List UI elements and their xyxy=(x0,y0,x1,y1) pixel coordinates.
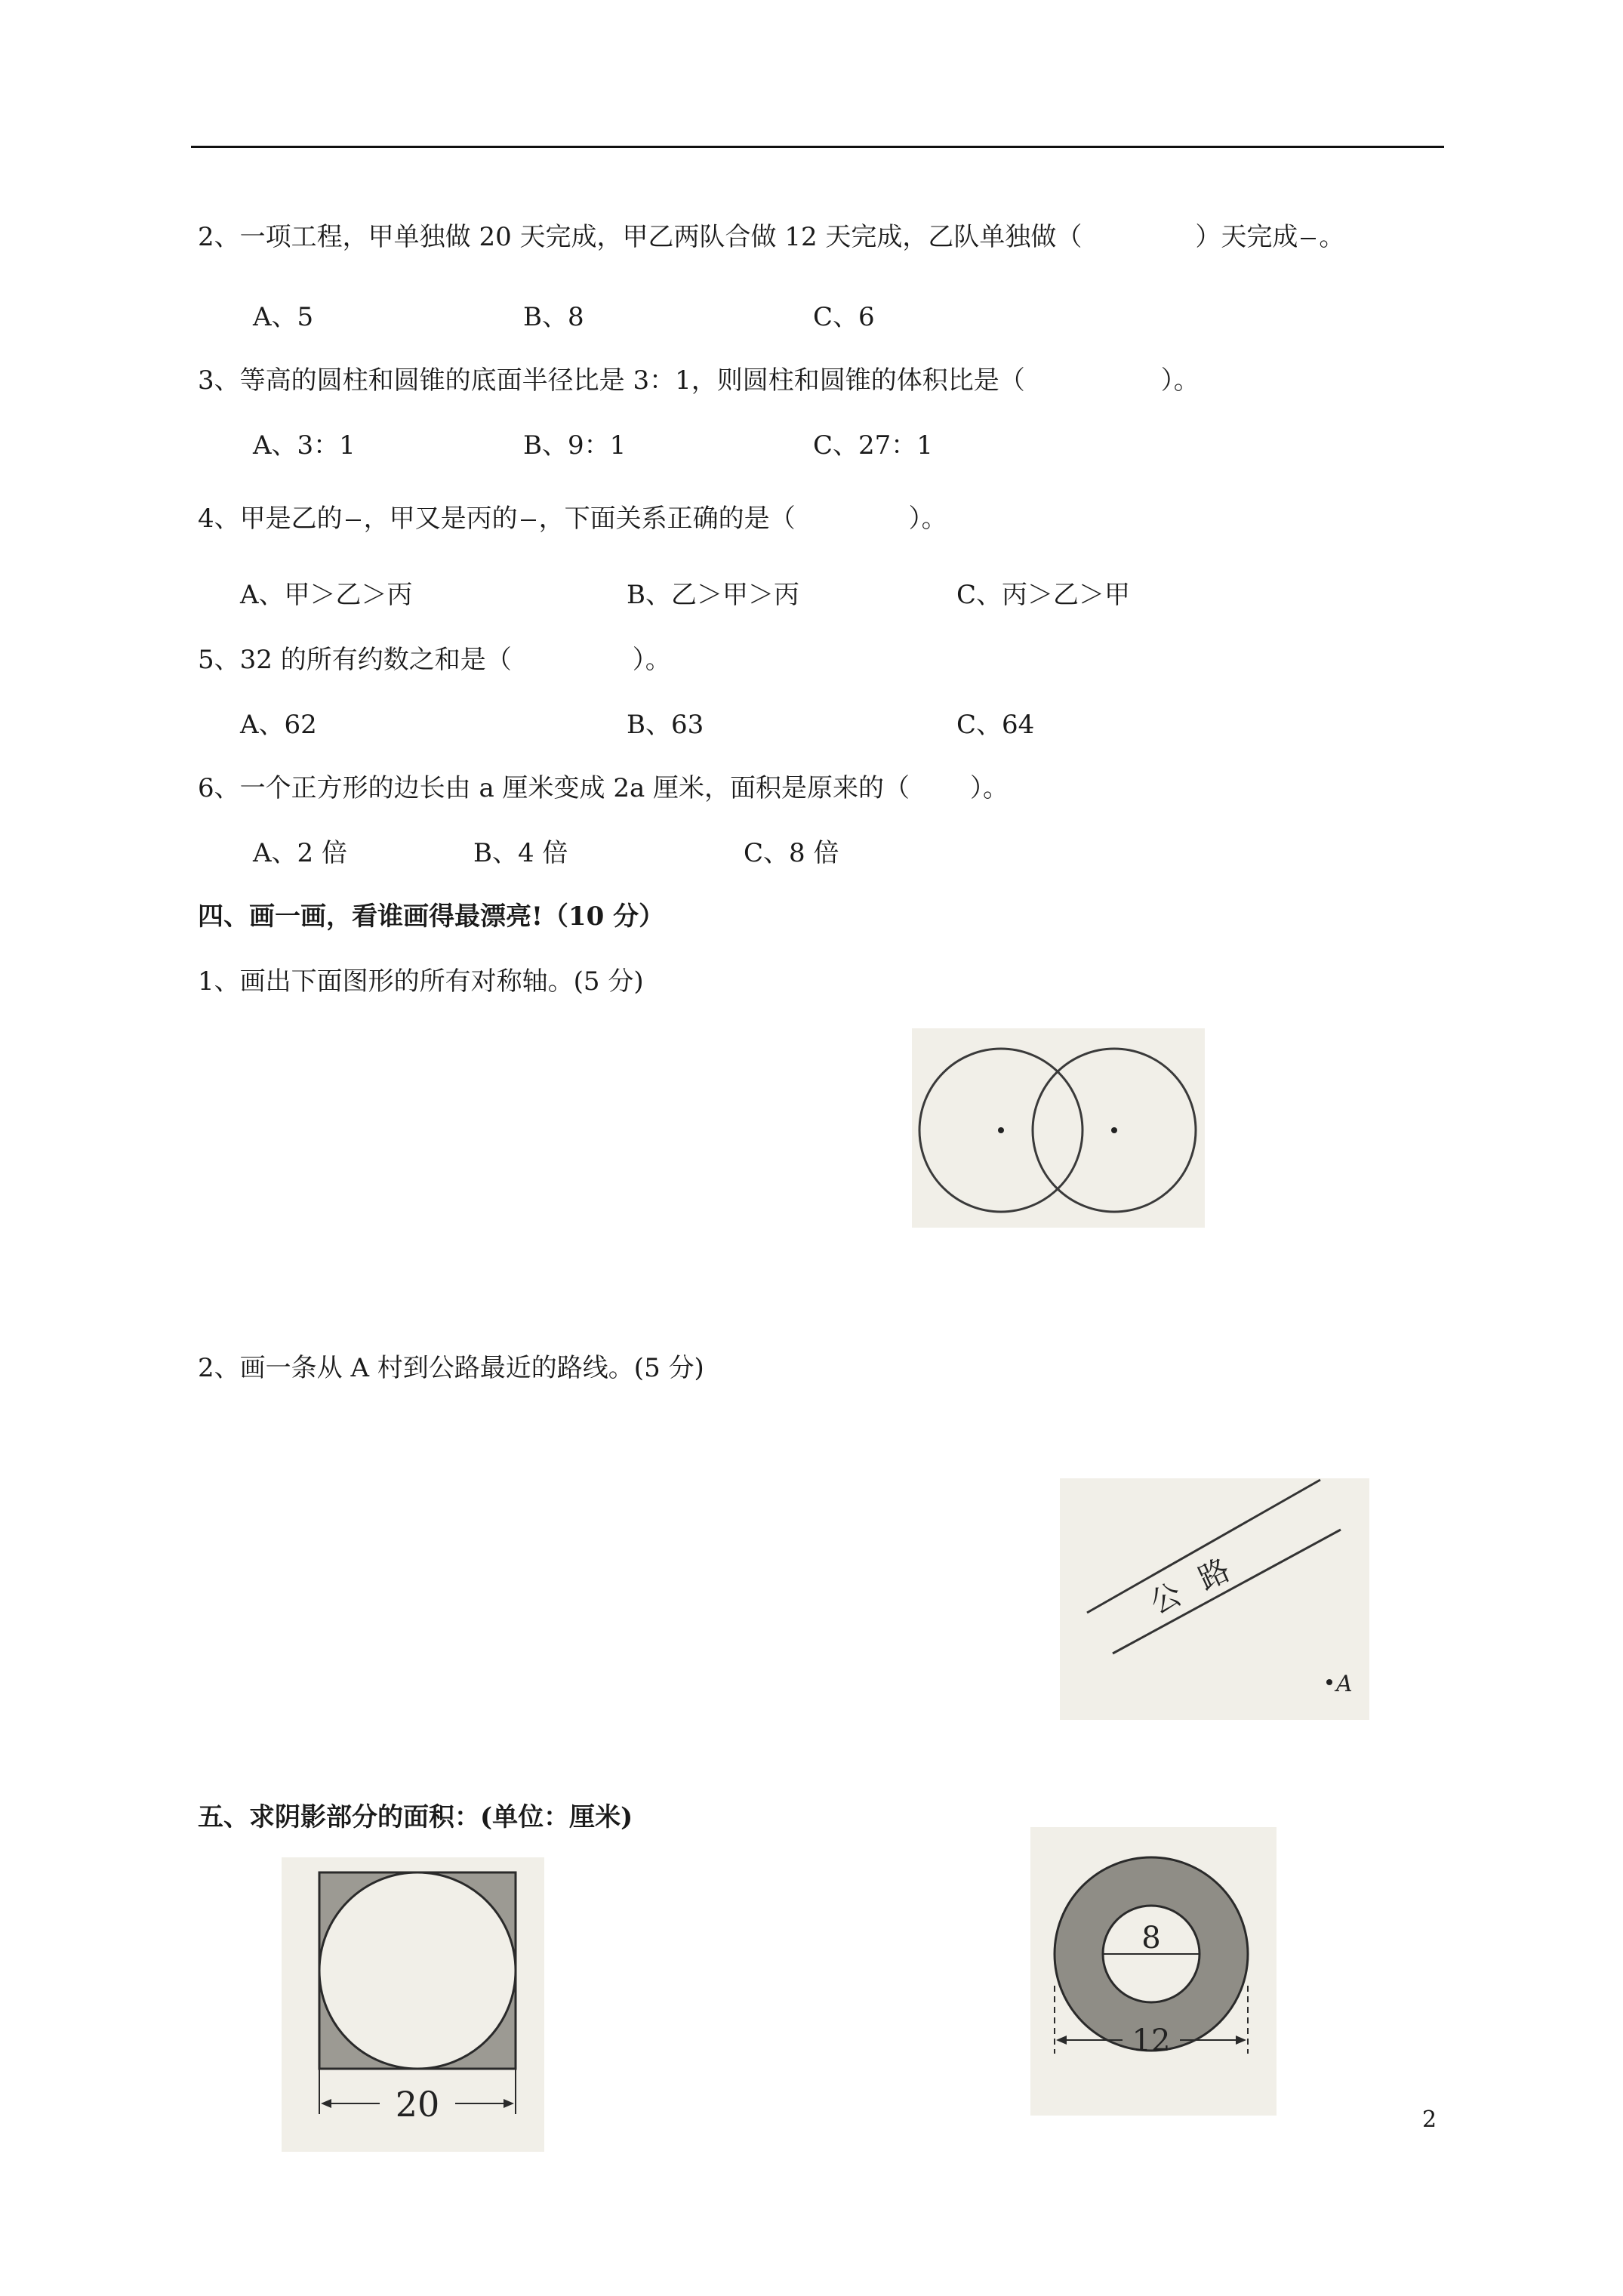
section-4-heading: 四、画一画，看谁画得最漂亮!（10 分） xyxy=(198,901,665,932)
village-a-point xyxy=(1326,1679,1332,1685)
outer-diameter-label: 12 xyxy=(1132,2023,1171,2058)
option-3c: C、27：1 xyxy=(813,430,933,461)
question-5 xyxy=(198,643,671,676)
road-map-figure xyxy=(1060,1478,1369,1720)
overlapping-circles-figure xyxy=(912,1028,1205,1228)
fraction-placeholder xyxy=(1301,238,1316,239)
ring-figure xyxy=(1030,1827,1277,2116)
header-rule xyxy=(191,146,1444,148)
question-4-stem-b: ，甲又是丙的 xyxy=(363,504,518,534)
option-6b: B、4 倍 xyxy=(473,838,568,868)
village-a-label: A xyxy=(1336,1671,1353,1697)
road-label-lu: 路 xyxy=(1193,1552,1236,1598)
question-2 xyxy=(198,220,1344,254)
question-6 xyxy=(198,772,1009,805)
option-3a: A、3：1 xyxy=(253,430,356,461)
fraction-placeholder xyxy=(346,519,361,521)
question-3 xyxy=(198,364,1200,397)
question-2-stem-after: ）天完成 xyxy=(1195,222,1298,252)
question-3-stem: 3、等高的圆柱和圆锥的底面半径比是 3：1，则圆柱和圆锥的体积比是（ xyxy=(198,365,1025,396)
question-2-stem: 2、一项工程，甲单独做 20 天完成，甲乙两队合做 12 天完成，乙队单独做（ xyxy=(198,222,1083,252)
option-4a: A、甲＞乙＞丙 xyxy=(240,580,413,610)
question-6-stem: 6、一个正方形的边长由 a 厘米变成 2a 厘米，面积是原来的（ xyxy=(198,773,910,803)
question-5-stem: 5、32 的所有约数之和是（ xyxy=(198,645,512,675)
option-5a: A、62 xyxy=(240,710,317,740)
option-2c: C、6 xyxy=(813,302,875,332)
fraction-placeholder xyxy=(521,519,536,521)
section-5-heading: 五、求阴影部分的面积：(单位：厘米) xyxy=(198,1802,633,1832)
road-label-gong: 公 xyxy=(1144,1576,1187,1622)
option-6c: C、8 倍 xyxy=(744,838,839,868)
inner-diameter-label: 8 xyxy=(1141,1921,1161,1955)
question-3-stem-after: ）。 xyxy=(1160,365,1200,396)
section-4-question-1: 1、画出下面图形的所有对称轴。(5 分) xyxy=(198,966,644,997)
option-4b: B、乙＞甲＞丙 xyxy=(627,580,799,610)
option-3b: B、9：1 xyxy=(523,430,627,461)
square-circle-figure xyxy=(282,1857,544,2152)
option-5b: B、63 xyxy=(627,710,704,740)
question-4-stem-c: ，下面关系正确的是（ xyxy=(538,504,796,534)
option-6a: A、2 倍 xyxy=(253,838,347,868)
question-4 xyxy=(198,502,947,535)
square-side-label: 20 xyxy=(395,2084,440,2125)
question-2-end: 。 xyxy=(1319,222,1345,252)
page-number: 2 xyxy=(1422,2106,1437,2133)
option-2b: B、8 xyxy=(523,302,584,332)
road-edge-top xyxy=(1087,1480,1320,1613)
question-4-stem-a: 4、甲是乙的 xyxy=(198,504,343,534)
question-5-stem-after: ）。 xyxy=(632,645,671,675)
option-5c: C、64 xyxy=(956,710,1035,740)
section-4-question-2: 2、画一条从 A 村到公路最近的路线。(5 分) xyxy=(198,1353,704,1383)
option-4c: C、丙＞乙＞甲 xyxy=(956,580,1131,610)
question-4-stem-after: ）。 xyxy=(908,504,947,534)
question-6-stem-after: ）。 xyxy=(970,773,1009,803)
option-2a: A、5 xyxy=(253,302,314,332)
